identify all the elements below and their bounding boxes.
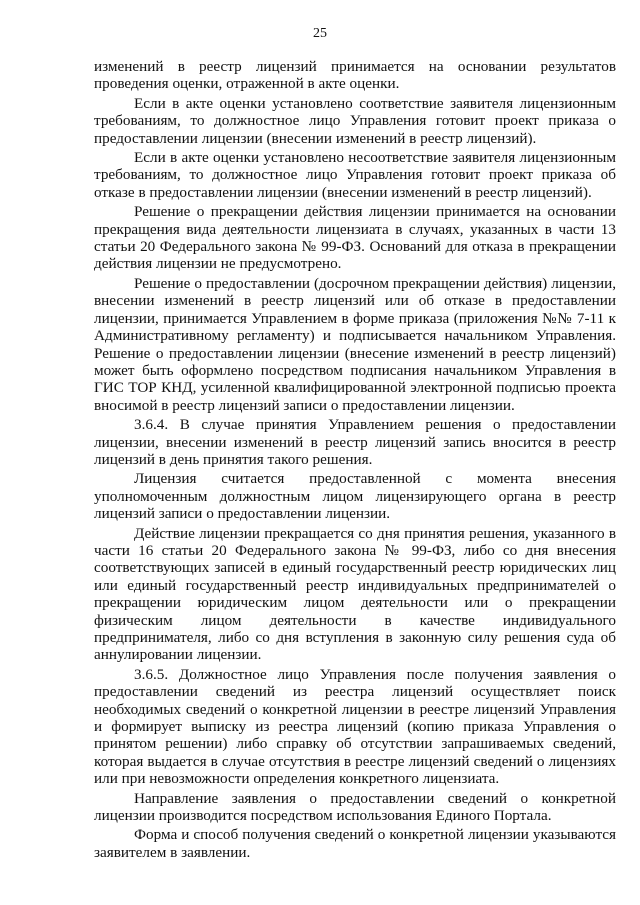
paragraph-continuation: изменений в реестр лицензий принимается на основании результатов проведения оценки, отраженной в акте оценки. (94, 58, 616, 93)
paragraph-portal: Направление заявления о предоставлении сведений о конкретной лицензии производится посредством использования Единого Портала. (94, 789, 616, 825)
paragraph-noncompliance: Если в акте оценки установлено несоответствие заявителя лицензионным требованиям, то должностное лицо Управления готовит проект приказа об отказе в предоставлении лицензии (внесении изменений в реестр лицензий). (94, 149, 616, 201)
paragraph-compliance: Если в акте оценки установлено соответствие заявителя лицензионным требованиям, то должностное лицо Управления готовит проект приказа о предоставлении лицензии (внесении изменений в реестр лицензий). (94, 94, 616, 147)
document-body (94, 58, 616, 863)
paragraph-termination: Решение о прекращении действия лицензии принимается на основании прекращения вида деятельности лицензиата в случаях, указанных в части 13 статьи 20 Федерального закона № 99-ФЗ. Оснований для отказа в прекращении действия лицензии не предусмотрено. (94, 203, 616, 273)
page-number: 25 (313, 26, 327, 41)
paragraph-3-6-5: 3.6.5. Должностное лицо Управления после получения заявления о предоставлении сведений из реестра лицензий осуществляет поиск необходимых сведений о конкретной лицензии в реестре лицензий Управления и формирует выписку из реестра лицензий (копию приказа Управления о принятом решении) либо справку об отсутствии запрашиваемых сведений, которая выдается в случае отсутствия в реестре лицензий сведений о лицензиях или при невозможности определения конкретного лицензиата. (94, 665, 616, 788)
paragraph-license-ends: Действие лицензии прекращается со дня принятия решения, указанного в части 16 статьи 20 Федерального закона № 99-ФЗ, либо со дня внесения соответствующих записей в единый государственный реестр юридических лиц или единый государственный реестр индивидуальных предпринимателей о прекращении юридическим лицом деятельности или о прекращении физическим лицом деятельности в качестве индивидуального предпринимателя, либо со дня вступления в законную силу решения суда об аннулировании лицензии. (94, 524, 616, 664)
paragraph-3-6-4: 3.6.4. В случае принятия Управлением решения о предоставлении лицензии, внесении изменений в реестр лицензий запись вносится в реестр лицензий в день принятия такого решения. (94, 416, 616, 468)
paragraph-decision-form: Решение о предоставлении (досрочном прекращении действия) лицензии, внесении изменений в реестр лицензий или об отказе в предоставлении лицензии, принимается Управлением в форме приказа (приложения №№ 7-11 к Административному регламенту) и подписывается начальником Управления. Решение о предоставлении лицензии (внесение изменений в реестр лицензий) может быть оформлено посредством подписания начальником Управления в ГИС ТОР КНД, усиленной квалифицированной электронной подписью проекта вносимой в реестр лицензий записи о предоставлении лицензии. (94, 274, 616, 414)
paragraph-license-granted: Лицензия считается предоставленной с момента внесения уполномоченным должностным лицом лицензирующего органа в реестр лицензий записи о предоставлении лицензии. (94, 470, 616, 523)
paragraph-form-method: Форма и способ получения сведений о конкретной лицензии указываются заявителем в заявлении. (94, 826, 616, 861)
